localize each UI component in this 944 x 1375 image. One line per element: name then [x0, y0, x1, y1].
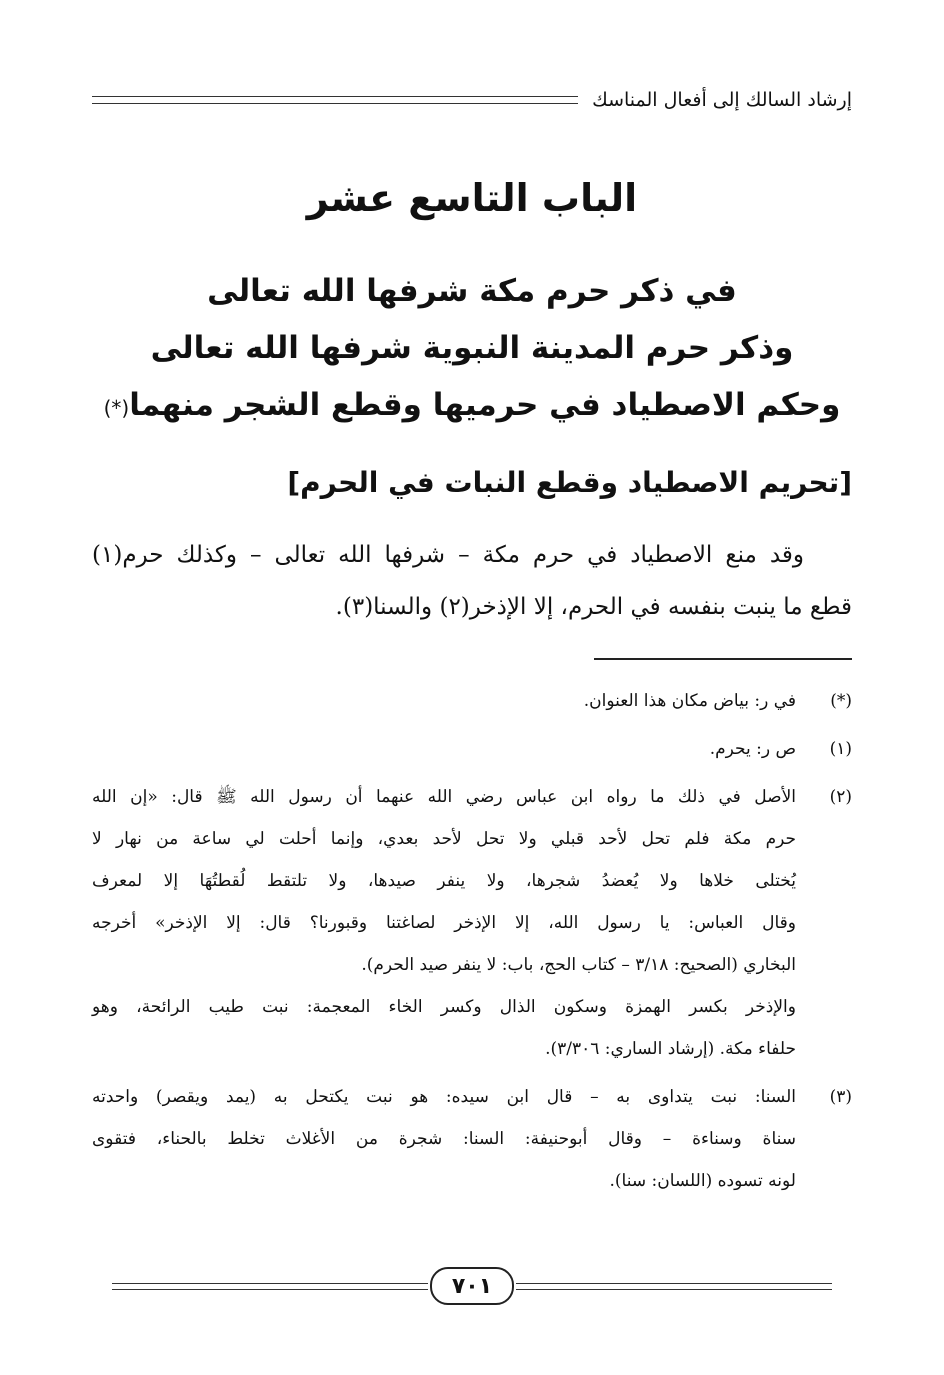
footnote-line: سناة وسناءة – وقال أبوحنيفة: السنا: شجرة من الأغلاث تخلط بالحناء، فتقوى: [92, 1129, 796, 1149]
footnote-star: [92, 680, 852, 722]
section-heading: [تحريم الاصطياد وقطع النبات في الحرم]: [287, 466, 852, 499]
subtitle-note-mark: (*): [103, 396, 130, 420]
body-line-1: وقد منع الاصطياد في حرم مكة – شرفها الله تعالى – وكذلك حرم(١): [92, 542, 804, 568]
footnote-marker: (٢): [829, 787, 852, 807]
page-footer: [112, 1266, 832, 1306]
chapter-title: الباب التاسع عشر: [306, 176, 638, 220]
footer-rule-left: [112, 1283, 428, 1290]
chapter-subtitle-line-1: في ذكر حرم مكة شرفها الله تعالى: [207, 273, 737, 309]
footnote-1: [92, 728, 852, 770]
footer-rule-right: [516, 1283, 832, 1290]
footnote-marker: (٣): [829, 1087, 852, 1107]
footnote-line: وقال العباس: يا رسول الله، إلا الإذخر لصاغتنا وقبورنا؟ قال: إلا الإذخر» أخرجه: [92, 913, 796, 933]
chapter-subtitle-line-3: [80, 387, 864, 423]
footnote-text: [92, 776, 796, 1070]
running-header-title: إرشاد السالك إلى أفعال المناسك: [592, 89, 852, 111]
footnote-line: يُختلى خلاها ولا يُعضدُ شجرها، ولا ينفر صيدها، ولا تلتقط لُقطتُهَا إلا لمعرف: [92, 871, 796, 891]
footnote-line: في ر: بياض مكان هذا العنوان.: [583, 691, 796, 711]
footnote-line: حلفاء مكة. (إرشاد الساري: ٣/٣٠٦).: [545, 1039, 796, 1059]
footnote-line: ص ر: يحرم.: [709, 739, 796, 759]
chapter-subtitle-line-3-text: وحكم الاصطياد في حرميها وقطع الشجر منهما: [129, 387, 841, 423]
footnote-text: [92, 680, 796, 722]
footnote-2: [92, 776, 852, 1070]
footnote-line: حرم مكة فلم تحل لأحد قبلي ولا تحل لأحد بعدي، وإنما أحلت لي ساعة من نهار لا: [92, 829, 796, 849]
footnote-divider: [594, 658, 852, 660]
footnote-3: [92, 1076, 852, 1202]
footnote-marker: (١): [829, 739, 852, 759]
running-header-rule: [92, 96, 578, 104]
footnotes: [92, 680, 852, 1208]
footnote-marker: (*): [830, 691, 852, 711]
body-line-2: قطع ما ينبت بنفسه في الحرم، إلا الإذخر(٢) والسنا(٣).: [335, 594, 852, 620]
running-header: [92, 82, 852, 118]
footnote-line: لونه تسوده (اللسان: سنا).: [609, 1171, 796, 1191]
footnote-line: الأصل في ذلك ما رواه ابن عباس رضي الله عنهما أن رسول الله ﷺ قال: «إن الله: [92, 787, 796, 807]
chapter-subtitle-line-2: وذكر حرم المدينة النبوية شرفها الله تعالى: [150, 330, 794, 366]
footnote-text: [92, 728, 796, 770]
footnote-line: السنا: نبت يتداوى به – قال ابن سيده: هو نبت يكتحل به (يمد ويقصر) واحدته: [92, 1087, 796, 1107]
footnote-text: [92, 1076, 796, 1202]
footnote-line: والإذخر بكسر الهمزة وسكون الذال وكسر الخاء المعجمة: نبت طيب الرائحة، وهو: [92, 997, 796, 1017]
page-number: ٧٠١: [430, 1267, 514, 1305]
footnote-line: البخاري (الصحيح: ٣/١٨ – كتاب الحج، باب: لا ينفر صيد الحرم).: [361, 955, 796, 975]
